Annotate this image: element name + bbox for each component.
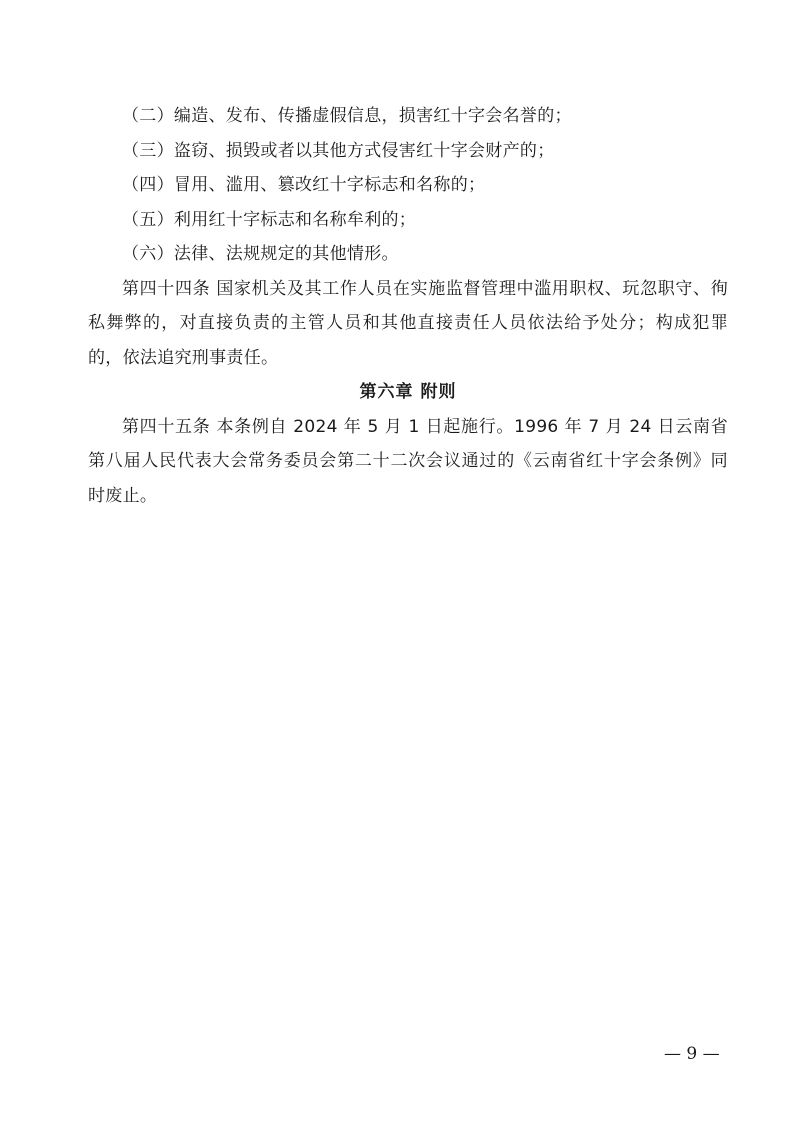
article-45: 第四十五条 本条例自 2024 年 5 月 1 日起施行。1996 年 7 月 24 日云南省第八届人民代表大会常务委员会第二十二次会议通过的《云南省红十字会条例》同时废止。 xyxy=(88,416,728,506)
item-five: （五）利用红十字标志和名称牟利的； xyxy=(122,209,417,230)
chapter-title: 第六章 附则 xyxy=(359,382,457,402)
document-body xyxy=(88,99,728,513)
article-44: 第四十四条 国家机关及其工作人员在实施监督管理中滥用职权、玩忽职守、徇私舞弊的，对直接负责的主管人员和其他直接责任人员依法给予处分；构成犯罪的，依法追究刑事责任。 xyxy=(88,278,728,368)
item-six: （六）法律、法规规定的其他情形。 xyxy=(122,244,399,264)
item-two: （二）编造、发布、传播虚假信息，损害红十字会名誉的； xyxy=(122,106,572,126)
item-three: （三）盗窃、损毁或者以其他方式侵害红十字会财产的； xyxy=(122,140,555,161)
page-number: — 9 — xyxy=(664,1044,720,1064)
item-four: （四）冒用、滥用、篡改红十字标志和名称的； xyxy=(122,175,486,195)
